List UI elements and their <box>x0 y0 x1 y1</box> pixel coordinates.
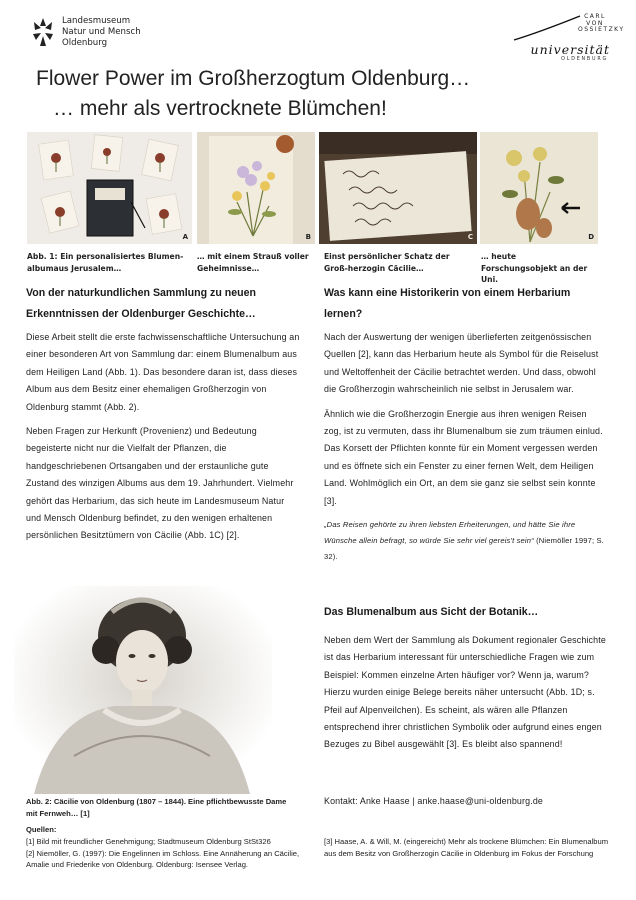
university-name-top: CARL VON OSSIETZKY <box>578 13 625 33</box>
title-line-1: Flower Power im Großherzogtum Oldenburg… <box>36 67 471 90</box>
right-heading-2: Das Blumenalbum aus Sicht der Botanik… <box>324 606 539 618</box>
photo-a-album-with-cards <box>27 132 192 244</box>
right-paragraph-2: Ähnlich wie die Großherzogin Energie aus ihren wenigen Reisen zog, ist zu vermuten, dass ihr Blumenalbum sie zum träumen einlud. Das Korsett der Pflichten konnte für ein Moment vergessen werden und es öffnete sich ein Fenster zu einer fernen Welt, dem Heiligen Land. Wohlmöglich ein Ort, an dem sie ganz sie selbst sein konnte [3]. <box>324 408 603 506</box>
right-column-text <box>324 329 606 565</box>
caption-a: Abb. 1: Ein personalisiertes Blumen-albumaus Jerusalem… <box>27 252 184 273</box>
museum-name-line: Oldenburg <box>62 38 108 48</box>
right-paragraph-1: Nach der Auswertung der wenigen überlieferten zeitgenössischen Quellen [2], kann das Herbarium heute als Symbol für die Reiselust und Weltoffenheit der Cäcilie betrachtet werden. Und dass, obwohl die Großherzogin wahrscheinlich nie selbst in Jerusalem war. <box>324 332 599 395</box>
photo-c-handwritten-note <box>319 132 477 244</box>
university-name: universität <box>530 42 610 57</box>
source-2: [2] Niemöller, G. (1997): Die Engelinnen im Schloss. Eine Annäherung an Cäcilie, Amalie und Friederike von Oldenburg. Oldenburg: Isensee Verlag. <box>26 848 300 870</box>
photo-label: C <box>467 233 473 241</box>
university-logo <box>510 12 625 62</box>
photo-label: B <box>305 233 311 241</box>
caption-b: … mit einem Strauß voller Geheimnisse… <box>197 252 309 273</box>
left-paragraph-2: Neben Fragen zur Herkunft (Provenienz) und Bedeutung begeisterte nicht nur die Vielfalt der Pflanzen, die handgeschriebenen Ortsangaben und der erstaunliche gute Zustand des winzigen Albums aus dem 19. Jahrhundert. Vielmehr gehört das Herbarium, das sich heute im Landesmuseum Natur und Mensch Oldenburg befindet, zu den wenigen erhaltenen persönlichen Besitztümern von Cäcilie (Abb. 1C) [2]. <box>26 426 294 541</box>
photo-d-pressed-flowers <box>480 132 598 244</box>
portrait-caption: Abb. 2: Cäcilie von Oldenburg (1807 – 1844). Eine pflichtbewusste Dame mit Fernweh… [1] <box>26 797 287 818</box>
left-paragraph-1: Diese Arbeit stellt die erste fachwissenschaftliche Untersuchung an einer besonderen Art von Sammlung dar: einem Blumenalbum aus dem Heiligen Land (Abb. 1). Das besondere daran ist, dass dieses Album aus dem Besitz einer ehemaligen Großherzogin von Oldenburg stammt (Abb. 2). <box>26 332 300 412</box>
museum-name-line: Landesmuseum <box>62 16 131 26</box>
museum-logo <box>30 14 170 54</box>
source-1: [1] Bild mit freundlicher Genehmigung; Stadtmuseum Oldenburg StSt326 <box>26 836 271 846</box>
sources-heading: Quellen: <box>26 825 57 834</box>
quote-source: (Niemöller 1997; S. 32). <box>324 536 604 562</box>
museum-name-line: Natur und Mensch <box>62 27 141 37</box>
right-heading-1: Was kann eine Historikerin von einem Herbarium lernen? <box>324 287 571 320</box>
university-city: OLDENBURG <box>561 57 608 62</box>
caption-c: Einst persönlicher Schatz der Groß-herzogin Cäcilie… <box>324 252 450 273</box>
page-title <box>36 64 470 124</box>
note-illustration <box>319 132 477 244</box>
right-paragraph-3: Neben dem Wert der Sammlung als Dokument regionaler Geschichte ist das Herbarium interessant für unterschiedliche Fragen wie zum Beispiel: Kommen einzelne Arten häufiger vor? Wenn ja, warum? Hierzu wurden einige Belege bereits näher untersucht (Abb. 1D; s. Pfeil auf Alpenveilchen). Es scheint, als wären alle Pflanzen entsprechend ihrer christlichen Symbolik oder aufgrund eines engen Bezuges zu Bibel ausgewählt [3]. Es bleibt also spannend! <box>324 635 606 750</box>
botany-text <box>324 632 606 754</box>
album-illustration <box>27 132 192 244</box>
left-heading: Von der naturkundlichen Sammlung zu neuen Erkenntnissen der Oldenburger Geschichte… <box>26 287 256 320</box>
photo-label: D <box>588 233 594 241</box>
source-3: [3] Haase, A. & Will, M. (eingereicht) Mehr als trockene Blümchen: Ein Blumenalbum aus dem Besitz von Großherzogin Cäcilie in Oldenburg im Fokus der Forschung <box>324 837 609 858</box>
contact-line: Kontakt: Anke Haase | anke.haase@uni-oldenburg.de <box>324 796 543 806</box>
portrait-caecilie <box>14 586 272 794</box>
title-line-2: … mehr als vertrocknete Blümchen! <box>53 97 387 120</box>
photo-b-flower-bouquet <box>197 132 315 244</box>
museum-logo-icon <box>30 16 56 50</box>
pressed-flowers-illustration <box>480 132 598 244</box>
photo-label: A <box>182 233 188 241</box>
quote-text: „Das Reisen gehörte zu ihren liebsten Erheiterungen, und hätte Sie ihre Wünsche allein befragt, so würde Sie sehr viel gereis't sein“ <box>324 520 576 546</box>
quote <box>324 517 606 565</box>
sources-left <box>26 824 318 871</box>
bouquet-illustration <box>197 132 315 244</box>
caption-d: … heute Forschungsobjekt an der Uni. <box>481 252 588 284</box>
left-column-text <box>26 329 302 545</box>
